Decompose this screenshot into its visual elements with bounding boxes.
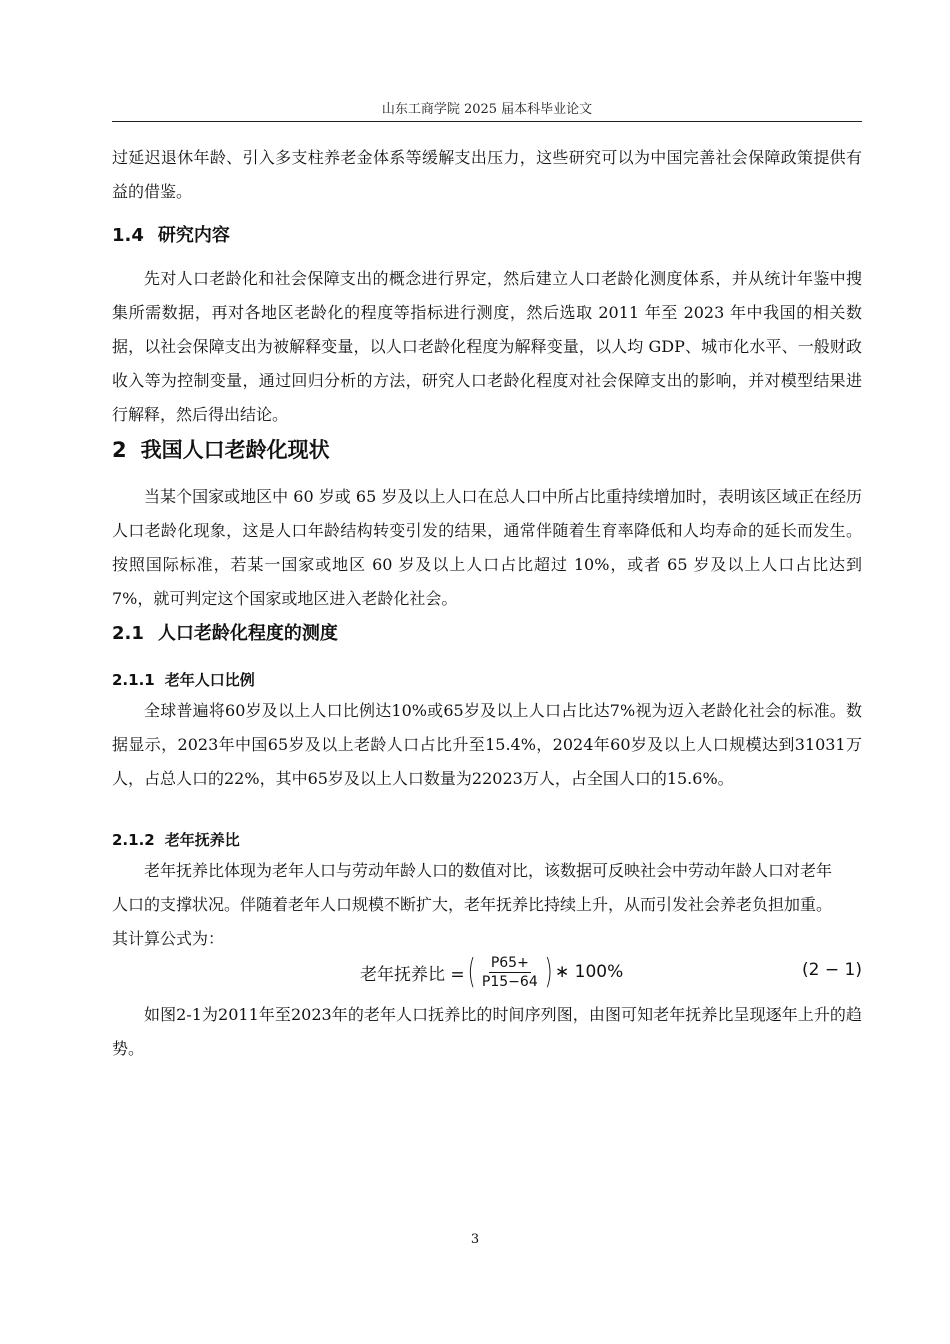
dependency-ratio-formula	[360, 950, 623, 994]
formula-denominator: P15−64	[481, 973, 538, 990]
subsection-heading-2-1-1	[112, 670, 255, 690]
section-heading-2-1	[112, 622, 338, 646]
formula-numerator: P65+	[490, 954, 529, 971]
paragraph-dependency-ratio: 老年抚养比体现为老年人口与劳动年龄人口的数值对比，该数据可反映社会中劳动年龄人口对老年人口的支撑状况。伴随着老年人口规模不断扩大，老年抚养比持续上升，从而引发社会养老负担加重。其计算公式为：	[112, 861, 833, 948]
section-heading-1-4	[112, 224, 230, 248]
header-rule	[112, 121, 862, 122]
chapter-heading-2	[112, 436, 330, 464]
formula-fraction	[480, 954, 540, 991]
paragraph-continuation: 过延迟退休年龄、引入多支柱养老金体系等缓解支出压力，这些研究可以为中国完善社会保障政策提供有益的借鉴。	[112, 148, 862, 201]
subsection-heading-2-1-2	[112, 830, 240, 850]
right-paren: )	[544, 952, 553, 992]
paragraph-research-content: 先对人口老龄化和社会保障支出的概念进行界定，然后建立人口老龄化测度体系，并从统计年鉴中搜集所需数据，再对各地区老龄化的程度等指标进行测度，然后选取 2011 年至 2023 年中我国的相关数据，以社会保障支出为被解释变量，以人口老龄化程度为解释变量，以人均 GDP、城市化水平、一般财政收入等为控制变量，通过回归分析的方法，研究人口老龄化程度对社会保障支出的影响，并对模型结果进行解释，然后得出结论。	[112, 269, 862, 424]
paragraph-aging-definition: 当某个国家或地区中 60 岁或 65 岁及以上人口在总人口中所占比重持续增加时，表明该区域正在经历人口老龄化现象，这是人口年龄结构转变引发的结果，通常伴随着生育率降低和人均寿命的延长而发生。按照国际标准，若某一国家或地区 60 岁及以上人口占比超过 10%，或者 65 岁及以上人口占比达到 7%，就可判定这个国家或地区进入老龄化社会。	[112, 487, 862, 608]
left-paren: (	[467, 952, 476, 992]
heading-number: 1.4	[112, 225, 144, 246]
paragraph-figure-intro: 如图2-1为2011年至2023年的老年人口抚养比的时间序列图，由图可知老年抚养比呈现逐年上升的趋势。	[112, 1005, 862, 1058]
paragraph-elderly-ratio: 全球普遍将60岁及以上人口比例达10%或65岁及以上人口占比达7%视为迈入老龄化社会的标准。数据显示，2023年中国65岁及以上老龄人口占比升至15.4%，2024年60岁及以上人口规模达到31031万人，占总人口的22%，其中65岁及以上人口数量为22023万人，占全国人口的15.6%。	[112, 701, 862, 788]
formula-lhs: 老年抚养比 =	[360, 964, 465, 985]
page-header: 山东工商学院 2025 届本科毕业论文	[381, 102, 593, 117]
heading-number: 2	[112, 438, 127, 462]
heading-text: 人口老龄化程度的测度	[157, 623, 338, 644]
formula-rhs: ∗ 100%	[555, 962, 624, 982]
heading-text: 研究内容	[157, 225, 230, 246]
heading-text: 老年抚养比	[164, 831, 240, 849]
page-number: 3	[470, 1232, 480, 1247]
equation-number: (2 − 1)	[802, 960, 862, 980]
heading-number: 2.1.2	[112, 831, 155, 849]
heading-number: 2.1	[112, 623, 144, 644]
heading-number: 2.1.1	[112, 671, 155, 689]
heading-text: 老年人口比例	[164, 671, 255, 689]
heading-text: 我国人口老龄化现状	[140, 438, 330, 462]
